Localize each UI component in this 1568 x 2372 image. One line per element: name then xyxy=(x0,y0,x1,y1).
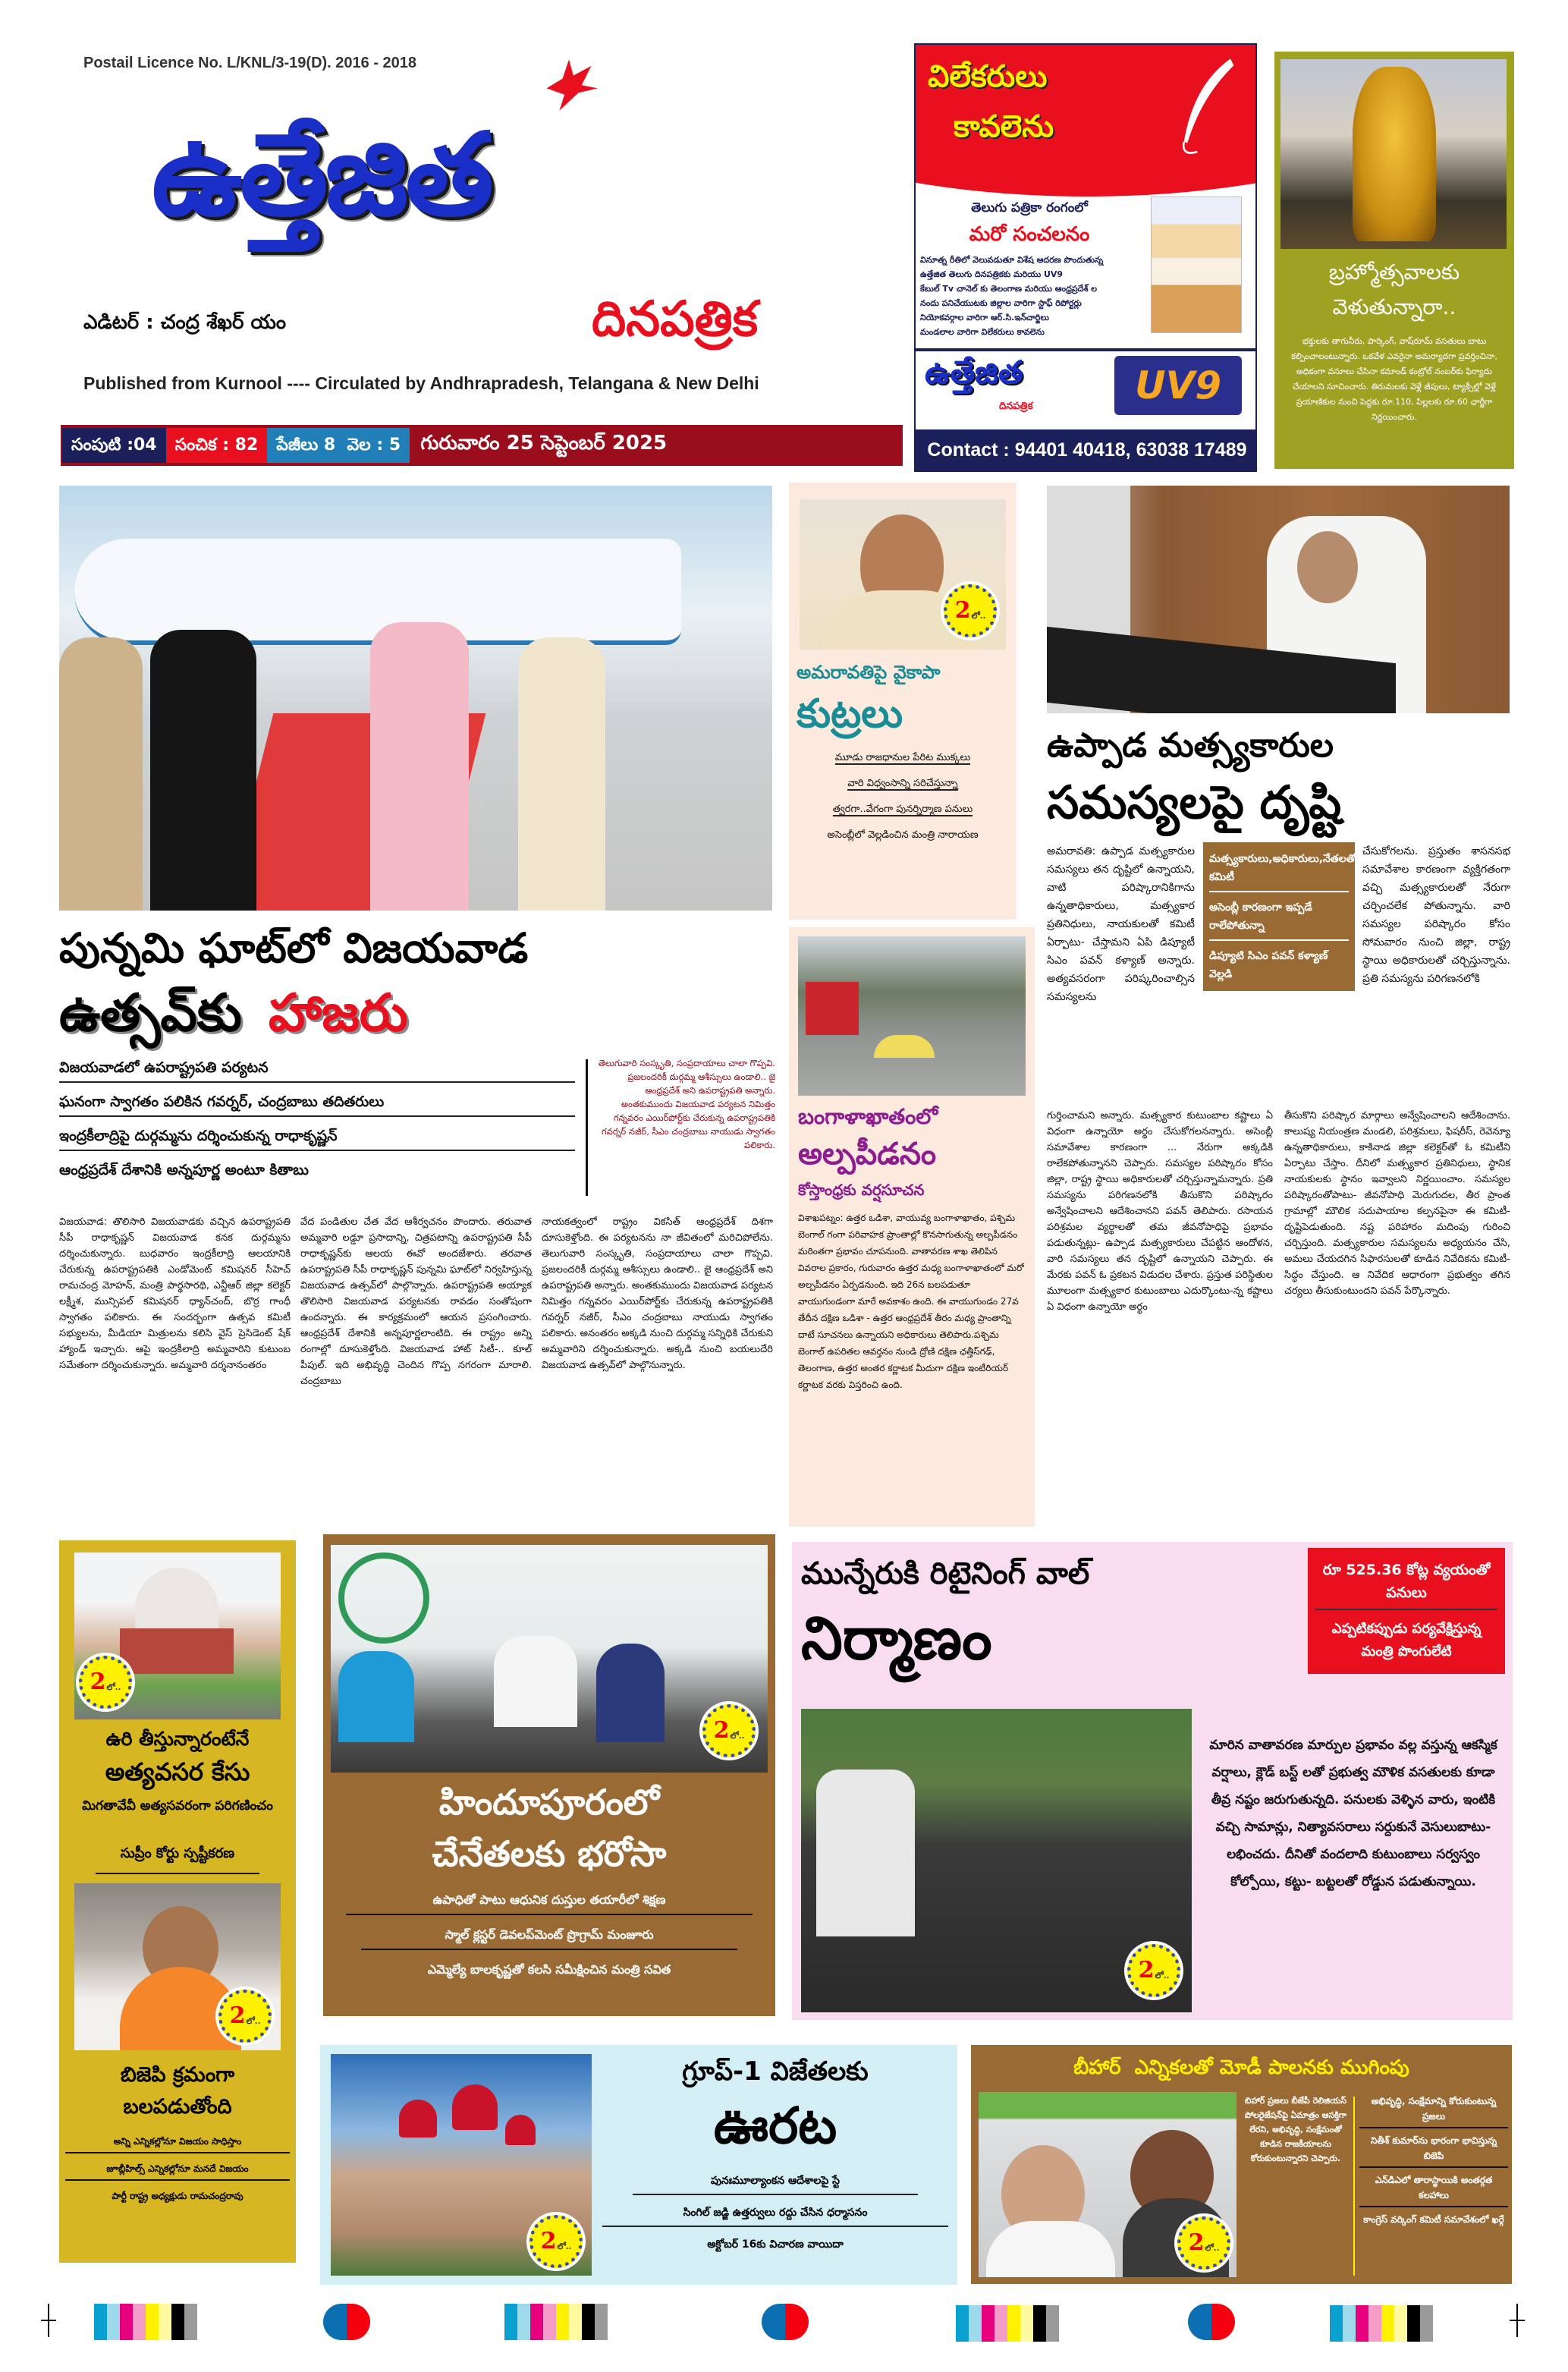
lead-headline-black: ఉత్సవ్‌కు xyxy=(59,983,242,1043)
ad-footer-logo: ఉత్తేజిత xyxy=(925,354,1023,391)
lead-column-2: వేద పండితుల చేత వేద ఆశీర్వచనం పొందారు. తరువాత అమ్మవారి లడ్డూ ప్రసాదాన్ని, చిత్రపటాన్ని ఉపరాష్ట్రపతి సీపీ రాధాకృష్ణన్‌కు ఆలయ ఈవో అందజేశారు. తరవాత ఉపరాష్ట్రపతి సీపీ రాధాకృష్ణన్ పున్నమి ఘాట్‌లో నిర్వహిస్తున్న విజయవాడ ఉత్సవ్‌లో పాల్గొన్నారు. ఉపరాష్ట్రపతి అయ్యాక తొలిసారి విజయవాడ పర్యటనకు రావడం సంతోషంగా ఉందన్నారు. ఈ కార్యక్రమంలో ఆయన ప్రసంగించారు. ఆంధ్రప్రదేశ్ దేశానికి అన్నపూర్ణలాంటిది. ఈ రాష్ట్రం అన్ని రంగాల్లో దూసుకెళ్తోంది. విజయవాడ హాట్ సిటీ-.. కూల్ పీపుల్. ఇది అభివృద్ధి చెందిన గొప్ప నగరంగా మారాలి. చంద్రబాబు xyxy=(300,1216,532,1387)
minister-narayana-photo xyxy=(800,499,1006,650)
newspaper-logo: ఉత్తేజిత xyxy=(152,109,491,241)
ad-body xyxy=(920,253,1145,339)
munneru-callout-line2: ఎప్పటికప్పుడు పర్యవేక్షిస్తున్న మంత్రి పొంగులేటి xyxy=(1331,1621,1482,1659)
brahmotsavam-box xyxy=(1274,52,1514,469)
bihar-sub: కాంగ్రెస్ వర్కింగ్ కమిటీ సమావేశంలో ఖర్గే xyxy=(1363,2214,1504,2225)
ad-footer-logo-sub: దినపత్రిక xyxy=(999,401,1033,412)
munneru-callout-box xyxy=(1308,1548,1505,1674)
group1-subs xyxy=(602,2171,948,2254)
registration-mark xyxy=(1510,2304,1525,2337)
munneru-headline-line1: మున్నేరుకి రిటైనింగ్ వాల్ xyxy=(801,1556,1090,1591)
rain-body: విశాఖపట్నం: ఉత్తర ఒడిశా, వాయువ్య బంగాళాఖాతం, పశ్చిమ బెంగాల్ గంగా పరివాహక ప్రాంతాల్లో కొనసాగుతున్న అల్పపీడనం మరింతగా ప్రభావం చూపనుంది. వాతావరణ శాఖ తెలిపిన వివరాల ప్రకారం, గురువారం ఉత్తర మధ్య బంగాళాఖాతంలో మరో అల్పపీడనం ఏర్పడనుంది. ఇది 26న బలపడుతూ వాయుగుండంగా మారే అవకాశం ఉంది. ఈ వాయుగుండం 27వ తేదీన దక్షిణ ఒడిశా - ఉత్తర ఆంధ్రప్రదేశ్ తీరం మధ్య ప్రాంతాన్ని దాటే సూచనలు ఉన్నాయని అధికారులు తెలిపారు.పశ్చిమ బెంగాల్ ఉపరితల ఆవర్తనం నుండి ద్రోణి దక్షిణ ఛత్తీస్‌గఢ్, తెలంగాణ, ఉత్తర అంతర కర్ణాటక మీదుగా దక్షిణ ఇంటీరియర్ కర్ణాటక వరకు విస్తరించి ఉంది. xyxy=(798,1213,1024,1390)
ad-line: మండలాల వారిగా విలేకరులు కావలెను xyxy=(920,327,1045,337)
flooded-street-photo xyxy=(798,936,1026,1096)
munneru-headline-line2: నిర్మాణం xyxy=(801,1605,992,1673)
group1-sub: సింగిల్ జడ్జి ఉత్తర్వులు రద్దు చేసిన ధర్మాసనం xyxy=(602,2203,948,2227)
amaravati-subhead: త్వరగా..వేగంగా పునర్నిర్మాణ పనులు xyxy=(832,804,973,815)
fishermen-headline-line1: ఉప్పాడ మత్స్యకారుల xyxy=(1047,726,1334,765)
fishermen-column-2-bottom: తీసుకొని పరిష్కార మార్గాలు అన్వేషించాలని ఆదేశించాను. కాలుష్య నియంత్రణ మండలి, పరిశ్రమలు, ఫిషరీస్, రెవెన్యూ ఉన్నతాధికారులు, కాకినాడ జిల్లా కలెక్టర్‌తో ఓ కమిటీని ఏర్పాటు చేస్తాం. దీనిలో మత్స్యకార ప్రతినిధులు, స్థానిక నాయకులకు స్థానం ఇవ్వాలని నిర్ణయించాం. సమస్యల పరిష్కారంతోపాటు- జీవనోపాధి మెరుగుదల, తీర ప్రాంత గ్రామాల్లో మౌలిక సదుపాయాల కల్పనపైనా ఈ కమిటీ- దృష్టిపెడుతుంది. నష్ట పరిహారం మదింపు గురించి చర్చిస్తుంది. మత్స్యకారుల సమస్యలను అధ్యయనం చేసి, అమలు చేయదగిన సిఫారసులతో కూడిన నివేదికను కమిటీ- సిద్ధం చేస్తుంది. ఆ నివేదిక ఆధారంగా ప్రభుత్వం తగిన చర్యలు తీసుకుంటుందని పవన్ పేర్కొన్నారు. xyxy=(1284,1110,1510,1297)
fishermen-column-1-top: అమరావతి: ఉప్పాడ మత్స్యకారుల సమస్యలు తన దృష్టిలో ఉన్నాయని, వాటి పరిష్కారానికిగాను ఉన్నతాధికారులు, మత్స్యకార ప్రతినిధులు, నాయకులతో కమిటీ ఏర్పాటు- చేస్తామని ఏపి డిప్యూటీ సిఎం పవన్ కళ్యాణ్ అన్నారు. అత్యవసరంగా పరిష్కరించాల్సిన సమస్యలను xyxy=(1047,845,1195,1003)
lead-subhead: విజయవాడలో ఉపరాష్ట్రపతి పర్యటన xyxy=(59,1056,575,1083)
hindupur-sub: స్మాల్ క్లస్టర్ డెవలప్‌మెంట్ ప్రొగ్రామ్ మంజూరు xyxy=(361,1924,737,1950)
fishermen-sidebar-item: డిప్యూటి సిఎం పవన్ కళ్యాణ్ వెల్లడి xyxy=(1209,950,1328,980)
group1-headline-line2: ఊరట xyxy=(713,2097,837,2155)
lead-headline-line1: పున్నమి ఘాట్‌లో విజయవాడ xyxy=(59,924,529,972)
editor-line: ఎడిటర్ : చంద్ర శేఖర్ యం xyxy=(83,311,287,334)
bihar-sub: అభివృద్ధి, సంక్షేమాన్ని కోరుకుంటున్న ప్రజలు xyxy=(1359,2094,1508,2128)
munneru-body: మారిన వాతావరణ మార్పుల ప్రభావం వల్ల వస్తున్న ఆకస్మిక వర్షాలు, క్లౌడ్ బస్ట్ లతో ప్రభుత్వ మౌళిక వసతులకు కూడా తీవ్ర నష్టం జరుగుతున్నది. పనులకు వెళ్ళిన వారు, ఇంటికి వచ్చి సామాన్లు, నిత్యావసరాలు సర్దుకునే వెసులుబాటు- లభించదు. దీనితో వందలాది కుటుంబాలు సర్వస్వం కోల్పోయి, కట్టు- బట్టలతో రోడ్డున పడుతున్నాయి. xyxy=(1209,1738,1497,1889)
masthead xyxy=(61,46,903,470)
mustard-column xyxy=(59,1540,296,2263)
hindupur-sub: ఉపాధితో పాటు ఆధునిక దుస్తుల తయారీలో శిక్షణ xyxy=(346,1889,753,1915)
sc-sub1: మిగతావేవీ అత్యసవరంగా పరిగణించం xyxy=(82,1798,273,1814)
volume-label: సంపుటి :04 xyxy=(62,428,166,463)
fishermen-sidebar-quotes xyxy=(1203,842,1355,991)
ad-highlight: మరో సంచలనం xyxy=(969,223,1090,246)
temple-chariot-photo xyxy=(1280,59,1507,249)
ad-line: ఉత్తేజిత తెలుగు దినపత్రికకు మరియు UV9 xyxy=(920,269,1064,279)
sc-headline-line2: అత్యవసర కేసు xyxy=(105,1757,250,1786)
color-pill-mark xyxy=(1188,2304,1235,2340)
sc-sub2: సుప్రీం కోర్టు స్పష్టీకరణ xyxy=(120,1845,235,1861)
ad-line: కేబుల్ Tv చానెల్ కు తెలంగాణ మరియు ఆంధ్రప్రదేశ్ ల xyxy=(920,284,1098,294)
newspaper-subtitle: దినపత్రిక xyxy=(592,291,759,348)
ad-line: వినూత్న రీతిలో వెలువడుతూ విశేష ఆదరణ పొందుతున్న xyxy=(920,255,1104,265)
sc-headline-line1: ఉరి తీస్తున్నారంటేనే xyxy=(105,1728,250,1750)
fishermen-column-3-top: చేసుకోగలను. ప్రస్తుతం శాసనసభ సమావేశాల కారణంగా వ్యక్తిగతంగా వచ్చి మత్స్యకారులతో నేరుగా చర్చించలేక పోతున్నాను. వారి సమస్యల పరిష్కారం కోసం సోమవారం నుంచి జిల్లా, రాష్ట్ర స్థాయి అధికారులతో చర్చిస్తున్నాను. ప్రతి సమస్యను పరిగణనలోకి xyxy=(1362,845,1510,985)
page-2-badge[interactable]: 2 లో.. xyxy=(1177,2216,1230,2270)
quill-pen-icon xyxy=(1166,55,1242,162)
page-2-badge[interactable]: 2 లో.. xyxy=(218,1990,272,2043)
group1-headline-line1: గ్రూప్-1 విజేతలకు xyxy=(682,2056,869,2087)
bjp-headline: బిజెపి క్రమంగా బలపడుతోంది xyxy=(120,2063,235,2119)
bihar-sub: నితీశ్ కుమార్‌ను భారంగా భావిస్తున్న బిజెపి xyxy=(1359,2133,1508,2168)
postal-licence: Postail Licence No. L/KNL/3-19(D). 2016 - 2018 xyxy=(83,55,417,71)
issue-date: గురువారం 25 సెప్టెంబర్ 2025 xyxy=(420,432,668,455)
color-calibration-bar xyxy=(1330,2305,1433,2342)
fishermen-column-1-bottom: గుర్తించామని అన్నారు. మత్స్యకార కుటుంబాల కష్టాలు ఏ విధంగా ఉన్నాయో అర్థం చేసుకోగలనన్నారు. అసెంబ్లీ సమావేశాల కారణంగా ... నేరుగా అక్కడికి రాలేకపోతున్నానని చెప్పారు. సమస్యల పరిష్కారం కోసం జిల్లా, రాష్ట్ర స్థాయి అధికారులతో చర్చిస్తున్నామన్నారు. ప్రతి సమస్యను పరిగణనలోకి తీసుకొని పరిష్కారం అన్వేషించాలని ఆదేశించానని పవన్ తెలిపారు. రసాయన పరిశ్రమల వ్యర్థాలతో తమ జీవనోపాధిపై ప్రభావం పడుతున్నట్లు- ఉప్పాడ మత్స్యకారులు చేపట్టిన ఆందోళన, వారి సమస్యలు తన దృష్టిలో ఉన్నాయని చెప్పారు. ఈ మేరకు పవన్ ఓ ప్రకటన విడుదల చేశారు. ప్రస్తుత పరిస్థితుల మూలంగా మత్స్యకార కుటుంబాలు ఎదుర్కొంటు-న్న కష్టాలు ఏ విధంగా ఉన్నాయో అర్థం xyxy=(1047,1110,1273,1313)
amaravati-subhead: వారి విధ్వంసాన్ని సరిచేస్తున్నా xyxy=(847,778,958,789)
ad-intro: తెలుగు పత్రికా రంగంలో xyxy=(971,200,1088,215)
color-pill-mark xyxy=(762,2304,809,2340)
bjp-subs xyxy=(65,2132,290,2205)
bjp-sub: అన్ని ఎన్నికల్లోనూ విజయం సాధిస్తాం xyxy=(65,2132,290,2153)
bihar-headline: బీహార్ ఎన్నికలతో మోడీ పాలనకు ముగింపు xyxy=(1073,2056,1409,2079)
pawan-kalyan-office-photo xyxy=(1047,486,1510,713)
group1-sub: అక్టోబర్ 16కు విచారణ వాయిదా xyxy=(707,2238,844,2251)
bihar-body: బిహార్ ప్రజలు బీజేపీ రెలిజియస్ పోలరైజేషన్‌పై ఏమాత్రం ఆసక్తిగా లేరని, అభివృద్ధి, సంక్షేమంతో కూడిన రాజకీయాలను కోరుకుంటున్నారని చెప్పారు. xyxy=(1244,2096,1347,2163)
lead-subhead: ఇంద్రకీలాద్రిపై దుర్గమ్మను దర్శించుకున్న రాధాకృష్ణన్ xyxy=(59,1125,575,1151)
fishermen-sidebar-item: మత్స్యకారులు,అధికారులు,నేతలతో కమిటీ xyxy=(1209,850,1349,892)
lead-column-1: విజయవాడ: తొలిసారి విజయవాడకు వచ్చిన ఉపరాష్ట్రపతి సీపీ రాధాకృష్ణన్ విజయవాడ కనక దుర్గమ్మను దర్శించుకున్నారు. బుధవారం ఇంద్రకీలాద్రి ఆలయానికి చేరుకున్న ఉపరాష్ట్రపతికి ఎండోమెంట్ కమిషనర్ సీహెచ్ రామచంద్ర మోహన్, మంత్రి పార్థసారథి, ఎన్టీఆర్ జిల్లా కలెక్టర్ లక్ష్మీశ, మున్సిపల్ కమిషనర్ ధ్యాన్‌చంద్, బొర్ర గాంధీ స్వాగతం పలికారు. ఈ సందర్భంగా ఉత్సవ కమిటీ సభ్యులను, మీడియా మిత్రులను కలిసి వైస్ ప్రెసిడెంట్ షేక్ హ్యాండ్ ఇచ్చారు. ఆపై ఇంద్రకీలాద్రి అమ్మవారిని కుటుంబ సమేతంగా దర్శించుకున్నారు. అమ్మవారి దర్శనానంతరం xyxy=(59,1216,291,1371)
rain-story xyxy=(789,927,1035,1527)
fishermen-headline-line2: సమస్యలపై దృష్టి xyxy=(1047,776,1342,829)
fishermen-sidebar-item: అసెంబ్లీ కారణంగా ఇప్పడే రాలేపోతున్నా xyxy=(1209,898,1349,941)
ramachandra-rao-photo xyxy=(74,1883,281,2050)
lead-subhead: ఆంధ్రప్రదేశ్ దేశానికి అన్నపూర్ణ అంటూ కితాబు xyxy=(59,1162,309,1178)
hindupur-subs xyxy=(331,1889,768,1980)
issue-label: సంచిక : 82 xyxy=(166,428,268,463)
color-calibration-bar xyxy=(94,2304,197,2340)
page-2-badge[interactable]: 2 లో.. xyxy=(1127,1944,1180,1997)
lead-headline-line2 xyxy=(59,979,772,1049)
ad-title-line1: విలేకరులు xyxy=(928,59,1048,94)
high-court-photo xyxy=(331,2054,592,2276)
amaravati-kicker: అమరావతిపై వైకాపా xyxy=(797,662,941,683)
hindupur-headline-line1: హిందూపూరంలో xyxy=(438,1782,660,1823)
page-2-badge[interactable]: 2 లో.. xyxy=(79,1656,132,1709)
ad-title-line2: కావలెను xyxy=(954,109,1054,144)
page-2-badge[interactable]: 2 లో.. xyxy=(944,584,997,637)
lead-column-3: నాయకత్వంలో రాష్ట్రం వికసిత్ ఆంధ్రప్రదేశ్ దిశగా దూసుకెళ్తోంది. ఈ పర్యటనను నా జీవితంలో మరిచిపోలేను. తెలుగువారి సంస్కృతి, సంప్రదాయాలు చాలా గొప్పవి. ప్రజలందరికీ దుర్గమ్మ ఆశీస్సులు ఉండాలి.. జై ఆంధ్రప్రదేశ్ అని ఉపరాష్ట్రపతి అన్నారు. అంతకుముందు విజయవాడ పర్యటన నిమిత్తం గన్నవరం ఎయిర్‌పోర్ట్‌కు చేరుకున్న ఉపరాష్ట్రపతికి గవర్నర్ నజీర్, సీఎం చంద్రబాబు నాయుడు స్వాగతం పలికారు. అనంతరం అక్కడి నుంచి దుర్గమ్మ సన్నిధికి చేరుకుని అమ్మవారిని దర్శించుకున్నారు. అక్కడి నుంచి బయలుదేరి విజయవాడ ఉత్సవ్‌లో పాల్గొనున్నారు. xyxy=(542,1216,773,1371)
munneru-crowd-photo xyxy=(801,1709,1192,2012)
bihar-story xyxy=(971,2045,1512,2284)
lead-subheads xyxy=(59,1056,575,1181)
lead-quote: తెలుగువారి సంస్కృతి, సంప్రదాయాలు చాలా గొప్పవి. ప్రజలందరికీ దుర్గమ్మ ఆశీస్సులు ఉండాలి.. జై ఆంధ్రప్రదేశ్ అని ఉపరాష్ట్రపతి అన్నారు. అంతకుముందు విజయవాడ పర్యటన నిమిత్తం గన్నవరం ఎయిర్‌పోర్ట్‌కు చేరుకున్న ఉపరాష్ట్రపతికి గవర్నర్ నజీర్, సీఎం చంద్రబాబు నాయుడు స్వాగతం పలికారు. xyxy=(598,1058,775,1150)
amaravati-subheads xyxy=(795,750,1010,844)
amaravati-headline: కుట్రలు xyxy=(797,691,903,737)
ad-line: నందు పనిచేయుటకు జిల్లాల వారిగా స్టాఫ్ రిపోర్టర్లు xyxy=(920,298,1082,308)
tv-channel-logo: UV9 xyxy=(1114,356,1242,415)
ad-reporters-wanted xyxy=(914,43,1257,472)
quote-arrow xyxy=(586,1059,588,1196)
amaravati-story xyxy=(789,483,1017,920)
supreme-court-photo xyxy=(74,1552,281,1719)
rain-headline-line2: అల్పపీడనం xyxy=(798,1137,937,1172)
brahmotsavam-headline: బ్రహ్మోత్సవాలకు వెళుతున్నారా.. xyxy=(1328,260,1460,319)
ad-contact: Contact : 94401 40418, 63038 17489 xyxy=(916,429,1257,470)
bjp-sub: జూబ్లీహిల్స్ ఎన్నికల్లోనూ మనదే విజయం xyxy=(65,2160,290,2181)
color-calibration-bar xyxy=(956,2305,1059,2342)
bjp-sub: పార్టీ రాష్ట్ర అధ్యక్షుడు రామచంద్రరావు xyxy=(112,2191,244,2201)
dove-icon xyxy=(531,53,607,114)
bihar-subs xyxy=(1359,2094,1508,2227)
dateline-bar xyxy=(61,425,903,466)
rain-subhead: కోస్తాంధ్రకు వర్షసూచన xyxy=(798,1181,925,1199)
munneru-story xyxy=(792,1542,1513,2020)
page-2-badge[interactable]: 2 లో.. xyxy=(529,2215,583,2268)
group1-story xyxy=(320,2045,957,2285)
bihar-sub: ఎన్‌డిఎలో తారాస్థాయికి అంతర్గత కలహాలు xyxy=(1359,2172,1508,2207)
brahmotsavam-body: భక్తులకు తాగునీరు, పార్కింగ్, వాష్‌రూమ్ వసతులు బాటు కల్పించాలంటున్నారు. ఒకవేళ ఎవరైనా అమర్యాదగా ప్రవర్తించినా, అధికంగా వసూలు చేసినా కమాండ్ కంట్రోల్ నంబర్‌కు ఫిర్యాదు చేయాలని సూచించారు. తిరుమలకు వెళ్లే జీపులు, ట్యాక్సీల్లో వెళ్లే ప్రయాణికుల నుంచి పెద్దకు రూ.110, పిల్లలకు రూ.60 ఛార్జీగా నిర్ణయించారు. xyxy=(1291,336,1497,422)
group1-sub: పునఃమూల్యాంకన ఆదేశాలపై స్టే xyxy=(633,2171,918,2195)
amaravati-subhead: మూడు రాజధానుల పేరిట ముక్కలు xyxy=(834,752,971,763)
lead-subhead: ఘనంగా స్వాగతం పలికిన గవర్నర్, చంద్రబాబు తదితరులు xyxy=(59,1090,575,1117)
amaravati-subhead: అసెంబ్లీలో వెల్లడించిన మంత్రి నారాయణ xyxy=(827,829,979,841)
hindupur-headline-line2: చేనేతలకు భరోసా xyxy=(432,1833,667,1874)
vice-president-arrival-photo xyxy=(59,486,772,911)
rain-headline-line1: బంగాళాఖాతంలో xyxy=(798,1104,938,1129)
lead-headline-red: హాజరు xyxy=(268,983,408,1043)
hindupur-sub: ఎమ్మెల్యే బాలకృష్ణతో కలసి సమీక్షించిన మంత్రి సవిత xyxy=(427,1962,671,1977)
rahul-kharge-photo xyxy=(979,2092,1236,2277)
hindupur-story xyxy=(323,1534,775,2016)
ad-newspaper-thumbnail xyxy=(1151,197,1242,333)
pages-price-label: పేజీలు 8 వెల : 5 xyxy=(267,428,410,463)
page-2-badge[interactable]: 2 లో.. xyxy=(702,1704,756,1757)
registration-mark xyxy=(41,2304,56,2337)
ad-line: నియోకవర్గాల వారిగా ఆర్.సి.ఇన్‌చార్జిలు xyxy=(920,313,1049,322)
handloom-review-meeting-photo xyxy=(331,1545,768,1773)
color-calibration-bar xyxy=(504,2304,608,2340)
published-line: Published from Kurnool ---- Circulated by Andhrapradesh, Telangana & New Delhi xyxy=(83,373,759,393)
munneru-callout-line1: రూ 525.36 కోట్ల వ్యయంతో పనులు xyxy=(1315,1559,1497,1610)
color-pill-mark xyxy=(323,2304,370,2340)
